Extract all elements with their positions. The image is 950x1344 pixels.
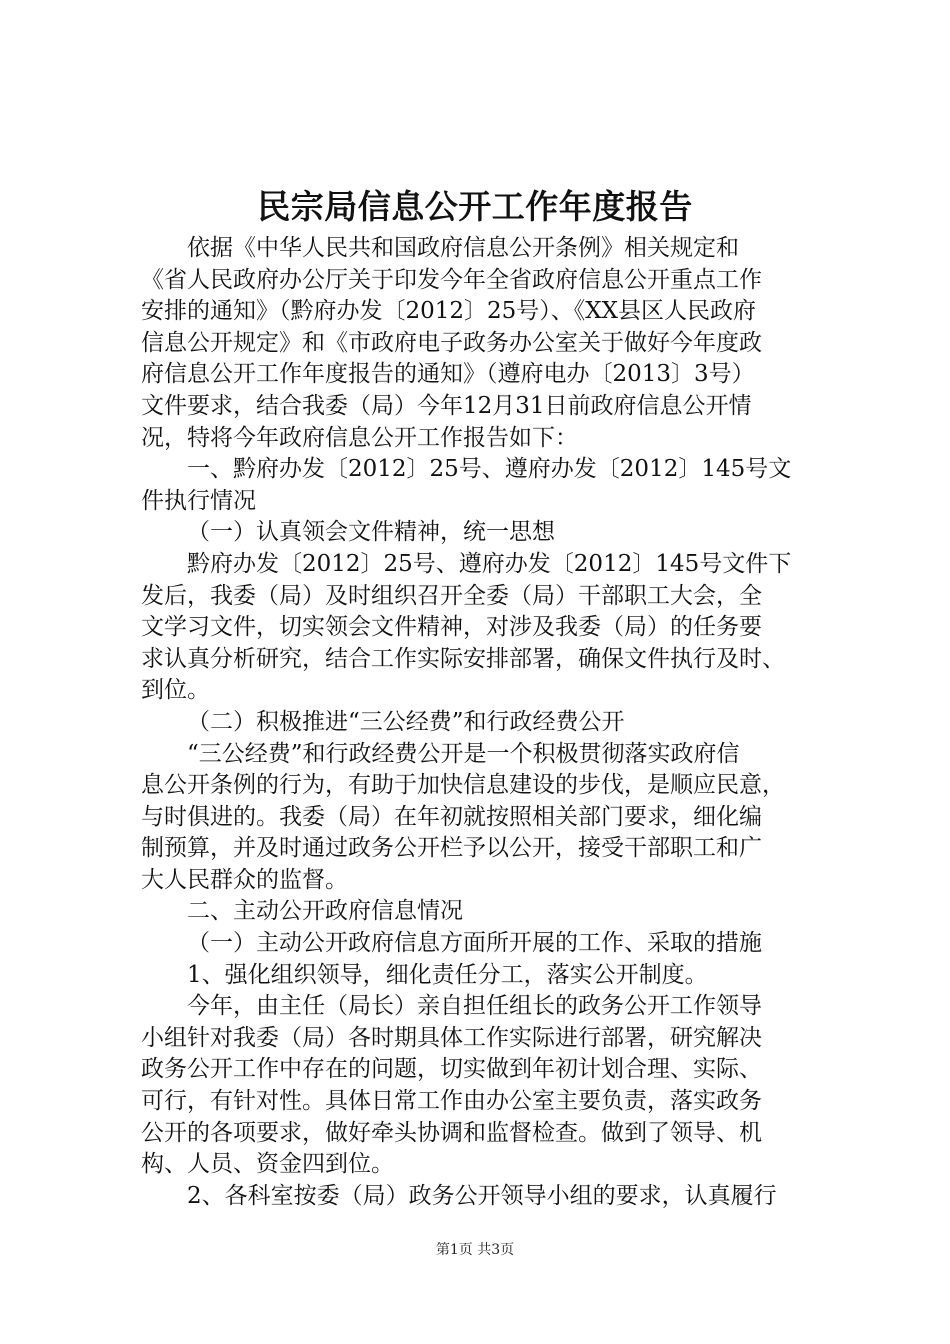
body-line: “三公经费”和行政经费公开是一个积极贯彻落实政府信 <box>187 740 740 767</box>
subsection-heading: （二）积极推进“三公经费”和行政经费公开 <box>187 708 625 735</box>
body-line: 《省人民政府办公厅关于印发今年全省政府信息公开重点工作 <box>141 266 762 293</box>
body-line: 小组针对我委（局）各时期具体工作实际进行部署，研究解决 <box>141 1024 762 1051</box>
body-line: 构、人员、资金四到位。 <box>141 1151 394 1178</box>
body-line: 发后，我委（局）及时组织召开全委（局）干部职工大会，全 <box>141 582 762 609</box>
document-body <box>141 233 829 1212</box>
subsection-heading: （一）认真领会文件精神，统一思想 <box>187 519 555 546</box>
section-heading: 一、黔府办发〔2012〕25号、遵府办发〔2012〕145号文 <box>187 456 792 483</box>
page-footer: 第1页 共3页 <box>435 1242 515 1258</box>
body-line: 依据《中华人民共和国政府信息公开条例》相关规定和 <box>187 235 739 261</box>
list-item-heading: 2、各科室按委（局）政务公开领导小组的要求，认真履行 <box>187 1182 777 1209</box>
subsection-heading: （一）主动公开政府信息方面所开展的工作、采取的措施 <box>187 930 762 957</box>
body-line: 今年，由主任（局长）亲自担任组长的政务公开工作领导 <box>187 993 762 1020</box>
body-line: 息公开条例的行为，有助于加快信息建设的步伐，是顺应民意， <box>141 772 785 799</box>
body-line: 制预算，并及时通过政务公开栏予以公开，接受干部职工和广 <box>141 835 762 862</box>
document-title: 民宗局信息公开工作年度报告 <box>257 187 693 226</box>
body-line: 府信息公开工作年度报告的通知》（遵府电办〔2013〕3号） <box>141 361 755 388</box>
section-heading: 件执行情况 <box>141 487 256 514</box>
list-item-heading: 1、强化组织领导，细化责任分工，落实公开制度。 <box>187 961 708 988</box>
body-line: 公开的各项要求，做好牵头协调和监督检查。做到了领导、机 <box>141 1119 762 1146</box>
body-line: 大人民群众的监督。 <box>141 866 348 893</box>
body-line: 文件要求，结合我委（局）今年12月31日前政府信息公开情 <box>141 392 752 419</box>
body-line: 安排的通知》（黔府办发〔2012〕25号）、《XX县区人民政府 <box>141 298 757 325</box>
body-line: 信息公开规定》和《市政府电子政务办公室关于做好今年度政 <box>141 329 762 356</box>
body-line: 政务公开工作中存在的问题，切实做到年初计划合理、实际、 <box>141 1056 762 1083</box>
body-line: 况，特将今年政府信息公开工作报告如下： <box>141 424 578 451</box>
body-line: 到位。 <box>141 677 210 704</box>
body-line: 可行，有针对性。具体日常工作由办公室主要负责，落实政务 <box>141 1088 762 1115</box>
body-line: 求认真分析研究，结合工作实际安排部署，确保文件执行及时、 <box>141 645 785 672</box>
body-line: 文学习文件，切实领会文件精神，对涉及我委（局）的任务要 <box>141 614 762 641</box>
section-heading: 二、主动公开政府信息情况 <box>187 898 463 925</box>
body-line: 与时俱进的。我委（局）在年初就按照相关部门要求，细化编 <box>141 803 762 830</box>
body-line: 黔府办发〔2012〕25号、遵府办发〔2012〕145号文件下 <box>187 550 792 577</box>
